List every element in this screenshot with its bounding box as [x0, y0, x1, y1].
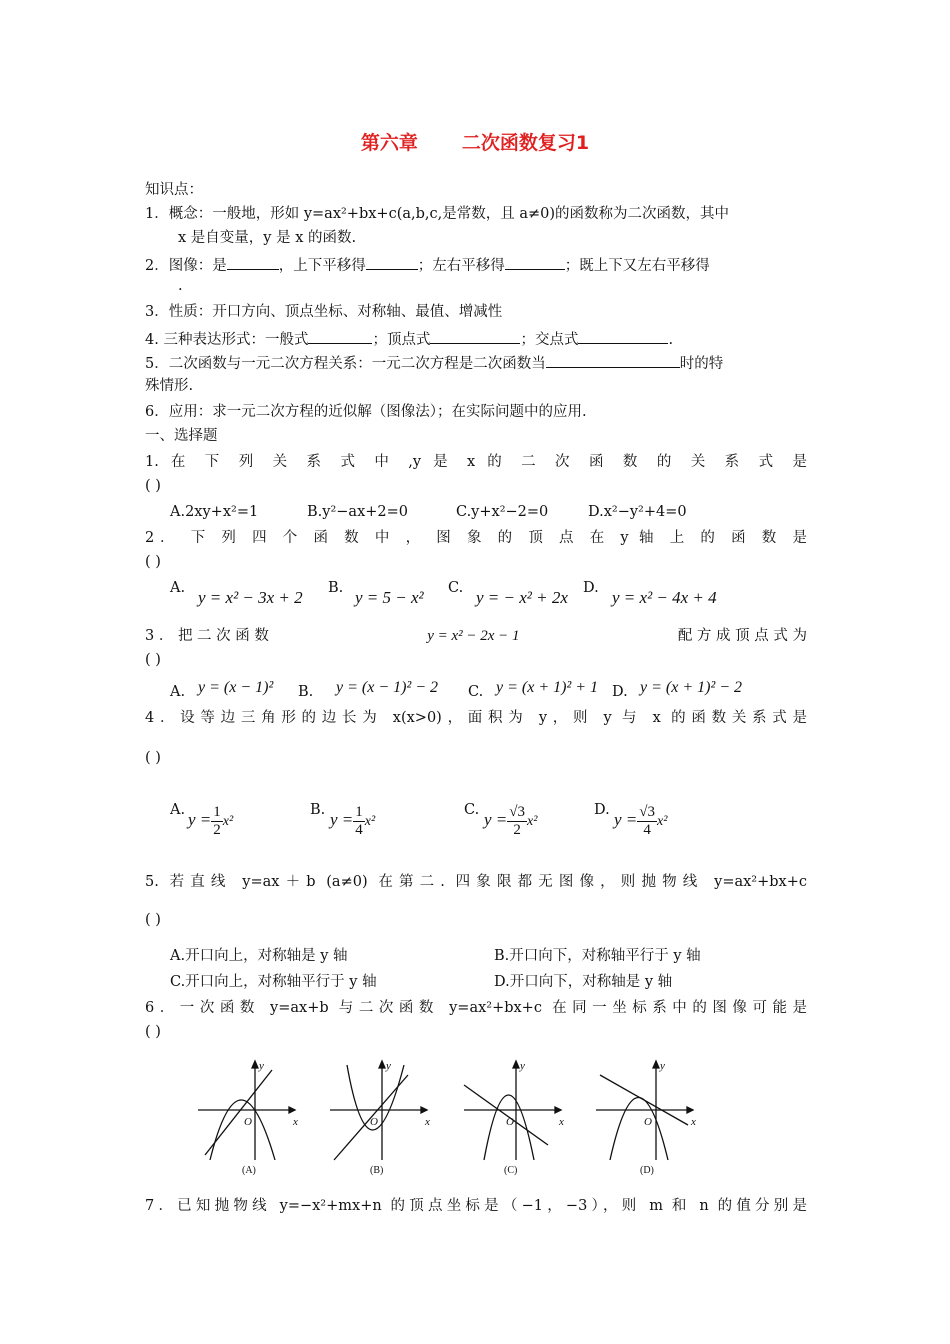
q3-d-label: D. — [612, 684, 628, 700]
q2-option-b: y = 5 − x² — [355, 588, 424, 607]
q3-option-d: y = (x + 1)² − 2 — [640, 679, 743, 696]
q3-b-label: B. — [298, 684, 314, 700]
q4-option-a: y = $\frac{1}{2}$ x² — [188, 803, 234, 838]
graph-c-x: x — [559, 1116, 564, 1128]
q4-b-label: B. — [310, 802, 326, 818]
q2-b-label: B. — [328, 580, 344, 596]
graph-a — [198, 1060, 298, 1176]
q2-option-a: y = x² − 3x + 2 — [198, 588, 303, 607]
q4-paren: ( ) — [145, 750, 161, 766]
graph-c-y: y — [520, 1060, 525, 1072]
q3-stem: 3 ． 把 二 次 函 数 y = x² − 2x − 1 配 方 成 顶 点 式 为 — [145, 628, 807, 644]
q1-option-d: D.x²−y²+4=0 — [588, 504, 687, 520]
knowledge-p6: 6．应用：求一元二次方程的近似解（图像法）；在实际问题中的应用. — [145, 404, 587, 420]
q6-paren: ( ) — [145, 1024, 161, 1040]
graph-c-label: (C) — [504, 1165, 518, 1176]
q5-option-c: C.开口向上，对称轴平行于 y 轴 — [170, 974, 377, 990]
q3-c-label: C. — [468, 684, 484, 700]
q2-c-label: C. — [448, 580, 464, 596]
q1-option-b: B.y²−ax+2=0 — [307, 504, 408, 520]
graph-a-label: (A) — [242, 1165, 256, 1176]
blank — [227, 254, 279, 270]
q2-d-label: D. — [583, 580, 599, 596]
q2-option-c: y = − x² + 2x — [476, 588, 568, 607]
graph-d-y: y — [660, 1060, 665, 1072]
graph-b-label: (B) — [370, 1165, 384, 1176]
blank — [578, 328, 668, 344]
q6-stem: 6．一次函数 y=ax+b 与二次函数 y=ax²+bx+c 在同一坐标系中的图像可能是 — [145, 1000, 807, 1016]
section-heading: 一、选择题 — [145, 428, 218, 444]
q6-graphs — [190, 1055, 710, 1180]
q5-option-d: D.开口向下，对称轴是 y 轴 — [494, 974, 673, 990]
blank — [308, 328, 372, 344]
q3-option-c: y = (x + 1)² + 1 — [496, 679, 599, 696]
q2-a-label: A. — [170, 580, 186, 596]
blank — [546, 352, 680, 368]
graph-d-x: x — [691, 1116, 696, 1128]
chapter-label: 第六章 — [360, 132, 418, 154]
graph-b — [330, 1060, 430, 1176]
knowledge-p5-end: 殊情形. — [145, 378, 194, 394]
q3-paren: ( ) — [145, 652, 161, 668]
q4-option-d: y = $\frac{√3}{4}$ x² — [614, 803, 668, 838]
knowledge-p1-line2: x 是自变量，y 是 x 的函数. — [178, 230, 357, 246]
q3-option-b: y = (x − 1)² − 2 — [336, 679, 439, 696]
blank — [366, 254, 418, 270]
q3-option-a: y = (x − 1)² — [198, 679, 274, 696]
graph-b-x: x — [425, 1116, 430, 1128]
knowledge-p4: 4. 三种表达形式：一般式 ；顶点式 ；交点式 . — [145, 328, 673, 350]
q1-option-a: A.2xy+x²=1 — [170, 504, 259, 520]
knowledge-p2-end: . — [178, 278, 183, 294]
q5-paren: ( ) — [145, 912, 161, 928]
graph-a-y: y — [259, 1060, 264, 1072]
knowledge-p5: 5．二次函数与一元二次方程关系：一元二次方程是二次函数当 时的特 — [145, 352, 723, 374]
q2-paren: ( ) — [145, 554, 161, 570]
graph-b-y: y — [386, 1060, 391, 1072]
knowledge-p3: 3．性质：开口方向、顶点坐标、对称轴、最值、增减性 — [145, 304, 503, 320]
q4-a-label: A. — [170, 802, 186, 818]
q2-stem: 2． 下 列 四 个 函 数 中 ， 图 象 的 顶 点 在 y 轴 上 的 函 数 是 — [145, 530, 807, 546]
knowledge-p2: 2．图像：是 ，上下平移得 ；左右平移得 ；既上下又左右平移得 — [145, 254, 710, 276]
knowledge-heading: 知识点： — [145, 182, 203, 198]
q4-stem: 4．设等边三角形的边长为 x(x>0)，面积为 y，则 y 与 x 的函数关系式是 — [145, 710, 807, 726]
q4-option-b: y = $\frac{1}{4}$ x² — [330, 803, 376, 838]
graph-c-o: O — [506, 1116, 514, 1128]
graph-d-o: O — [644, 1116, 652, 1128]
q1-option-c: C.y+x²−2=0 — [456, 504, 549, 520]
title-name: 二次函数复习1 — [461, 132, 590, 154]
knowledge-p1-line1: 1．概念：一般地，形如 y=ax²+bx+c(a,b,c,是常数，且 a≠0)的函数称为二次函数，其中 — [145, 206, 730, 222]
q4-c-label: C. — [464, 802, 480, 818]
q3-a-label: A. — [170, 684, 186, 700]
q5-option-a: A.开口向上，对称轴是 y 轴 — [170, 948, 348, 964]
q7-stem: 7．已知抛物线 y=−x²+mx+n 的顶点坐标是（−1，−3），则 m 和 n 的值分别是 — [145, 1198, 807, 1214]
q5-option-b: B.开口向下，对称轴平行于 y 轴 — [494, 948, 701, 964]
graph-b-o: O — [370, 1116, 378, 1128]
q4-d-label: D. — [594, 802, 610, 818]
blank — [430, 328, 520, 344]
graph-d — [596, 1060, 696, 1176]
q1-stem: 1. 在 下 列 关 系 式 中 ,y 是 x 的 二 次 函 数 的 关 系 式 是 — [145, 454, 807, 470]
q2-option-d: y = x² − 4x + 4 — [612, 588, 717, 607]
graph-a-o: O — [244, 1116, 252, 1128]
page-title — [0, 128, 950, 155]
graph-c — [464, 1060, 564, 1176]
graph-a-x: x — [293, 1116, 298, 1128]
graph-d-label: (D) — [640, 1165, 654, 1176]
q4-option-c: y = $\frac{√3}{2}$ x² — [484, 803, 538, 838]
q5-stem: 5. 若直线 y=ax＋b (a≠0) 在第二. 四象限都无图像，则抛物线 y=ax²+bx+c — [145, 874, 807, 890]
blank — [505, 254, 565, 270]
q1-paren: ( ) — [145, 478, 161, 494]
